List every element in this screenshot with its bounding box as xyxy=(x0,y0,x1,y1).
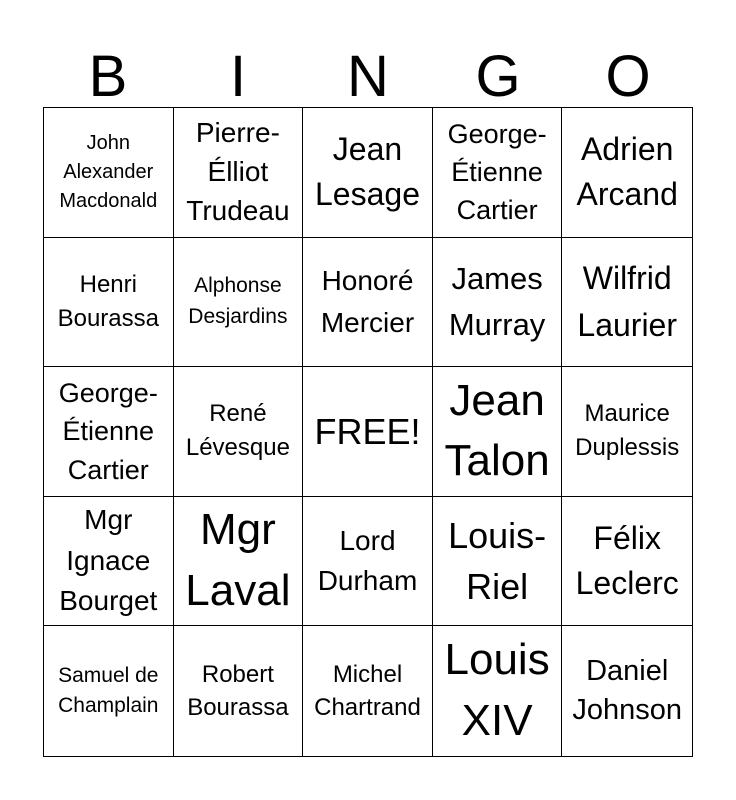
bingo-cell[interactable] xyxy=(44,497,174,627)
bingo-cell[interactable] xyxy=(562,626,692,756)
bingo-cell[interactable] xyxy=(44,108,174,238)
bingo-cell[interactable] xyxy=(174,367,304,497)
bingo-cell[interactable] xyxy=(433,367,563,497)
bingo-cell[interactable] xyxy=(303,108,433,238)
bingo-board xyxy=(43,107,693,757)
bingo-cell[interactable] xyxy=(562,367,692,497)
cell-label: FREE! xyxy=(314,410,421,452)
cell-label: Samuel de Champlain xyxy=(58,663,159,718)
bingo-cell[interactable] xyxy=(433,497,563,627)
cell-label: Alphonse Desjardins xyxy=(188,274,288,328)
bingo-cell[interactable] xyxy=(174,238,304,368)
bingo-header xyxy=(43,44,693,108)
bingo-cell[interactable] xyxy=(562,108,692,238)
header-letter-b: B xyxy=(88,44,128,109)
cell-label: Louis-Riel xyxy=(448,514,547,608)
cell-label: Adrien Arcand xyxy=(576,130,678,213)
cell-label: Lord Durham xyxy=(317,524,418,597)
cell-label: Michel Chartrand xyxy=(314,660,421,722)
bingo-cell[interactable] xyxy=(303,497,433,627)
cell-label: Pierre-Élliot Trudeau xyxy=(186,117,290,226)
bingo-cell[interactable] xyxy=(303,367,433,497)
cell-label: George-Étienne Cartier xyxy=(58,378,158,485)
cell-label: Mgr Ignace Bourget xyxy=(59,504,158,617)
cell-label: Wilfrid Laurier xyxy=(577,259,677,343)
bingo-cell[interactable] xyxy=(44,238,174,368)
cell-label: Honoré Mercier xyxy=(320,264,415,338)
header-letter-n: N xyxy=(347,44,389,109)
header-letter-i: I xyxy=(229,44,247,109)
cell-label: James Murray xyxy=(448,261,546,342)
cell-label: Henri Bourassa xyxy=(57,270,159,332)
cell-label: John Alexander Macdonald xyxy=(59,131,158,212)
bingo-cell[interactable] xyxy=(174,626,304,756)
cell-label: Daniel Johnson xyxy=(572,655,683,727)
bingo-cell[interactable] xyxy=(303,626,433,756)
bingo-cell[interactable] xyxy=(562,497,692,627)
cell-label: Robert Bourassa xyxy=(187,660,289,722)
bingo-cell[interactable] xyxy=(433,626,563,756)
bingo-cell[interactable] xyxy=(174,108,304,238)
bingo-cell[interactable] xyxy=(562,238,692,368)
bingo-cell[interactable] xyxy=(174,497,304,627)
bingo-cell[interactable] xyxy=(433,238,563,368)
bingo-cell[interactable] xyxy=(44,626,174,756)
header-letter-o: O xyxy=(605,44,651,109)
cell-label: Jean Talon xyxy=(444,375,550,486)
header-letter-g: G xyxy=(475,44,521,109)
cell-label: George-Étienne Cartier xyxy=(447,118,547,226)
cell-label: Félix Leclerc xyxy=(575,520,679,602)
bingo-cell[interactable] xyxy=(303,238,433,368)
cell-label: Maurice Duplessis xyxy=(575,400,680,462)
cell-label: Jean Lesage xyxy=(315,130,420,213)
bingo-cell[interactable] xyxy=(44,367,174,497)
cell-label: Mgr Laval xyxy=(185,505,291,616)
bingo-cell[interactable] xyxy=(433,108,563,238)
cell-label: Louis XIV xyxy=(444,635,550,746)
cell-label: René Lévesque xyxy=(185,400,290,462)
